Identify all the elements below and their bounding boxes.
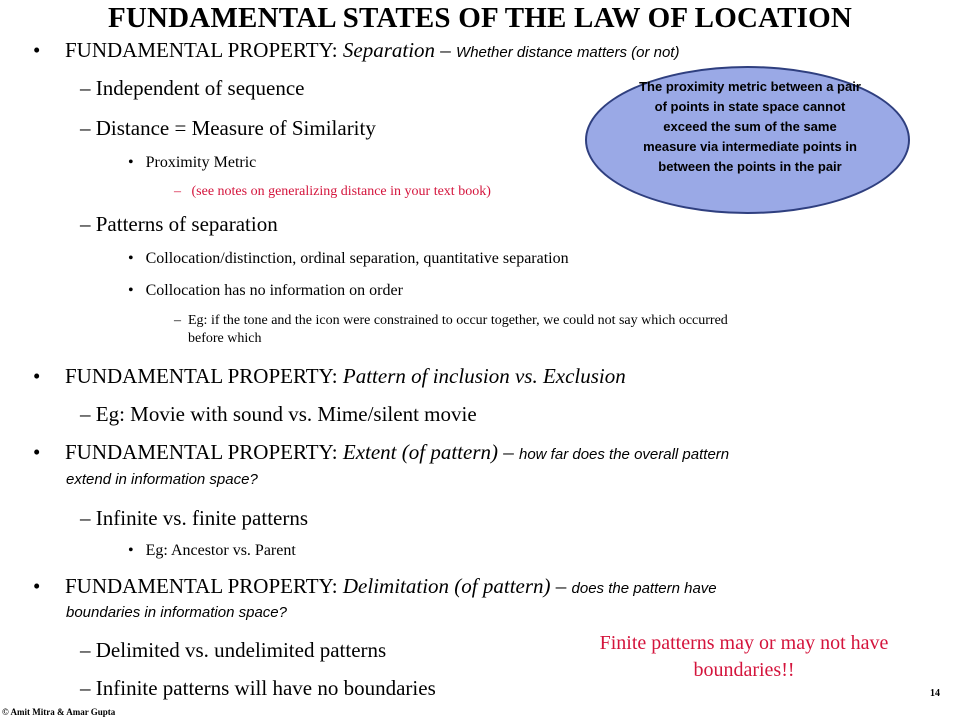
- item-collocation-order: [128, 282, 403, 300]
- dash: –: [80, 638, 91, 662]
- dash: –: [80, 76, 91, 100]
- item-text: Proximity Metric: [145, 154, 257, 171]
- dash: –: [80, 116, 91, 140]
- callout-text: The proximity metric between a pair of points in state space cannot exceed the sum of the same measure via intermediate points in between the points in the pair: [639, 79, 861, 174]
- item-text: Collocation/distinction, ordinal separation, quantitative separation: [145, 250, 569, 267]
- property-name: Extent (of pattern): [342, 440, 498, 464]
- extent-line: [65, 440, 729, 465]
- note-generalizing-distance: [174, 184, 491, 200]
- slide-title: FUNDAMENTAL STATES OF THE LAW OF LOCATION: [107, 2, 853, 34]
- dash: –: [435, 38, 451, 62]
- subitem-text: Distance = Measure of Similarity: [95, 116, 376, 140]
- bullet-dot: •: [33, 364, 41, 388]
- subitem-text: Delimited vs. undelimited patterns: [95, 638, 387, 662]
- bullet-dot: •: [33, 38, 41, 62]
- property-description: does the pattern have: [571, 580, 717, 597]
- subitem-text: Eg: Movie with sound vs. Mime/silent movie: [95, 402, 477, 426]
- bullet-inclusion: [33, 364, 40, 389]
- note-tone-icon: [174, 313, 728, 329]
- dash: –: [80, 402, 91, 426]
- dash: –: [550, 574, 567, 598]
- item-text: Collocation has no information on order: [145, 282, 403, 299]
- bullet-dot: •: [128, 542, 134, 559]
- bullet-dot: •: [33, 574, 41, 598]
- bullet-separation: [33, 38, 40, 63]
- subitem-text: Infinite patterns will have no boundaries: [95, 676, 436, 700]
- extent-desc-cont: extend in information space?: [66, 471, 258, 488]
- property-label: FUNDAMENTAL PROPERTY:: [65, 364, 338, 388]
- delimitation-line: [65, 574, 717, 599]
- subitem-infinite-finite: [80, 506, 308, 531]
- bullet-dot: •: [33, 440, 41, 464]
- property-label: FUNDAMENTAL PROPERTY:: [65, 574, 338, 598]
- bullet-dot: •: [128, 282, 134, 299]
- dash: –: [80, 506, 91, 530]
- inclusion-line: [65, 364, 626, 389]
- dash: –: [498, 440, 514, 464]
- separation-line: [65, 38, 679, 63]
- dash: –: [174, 313, 181, 328]
- item-collocation-distinction: [128, 250, 569, 268]
- property-name: Pattern of inclusion vs. Exclusion: [342, 364, 626, 388]
- property-label: FUNDAMENTAL PROPERTY:: [65, 440, 338, 464]
- note-tone-icon-cont: before which: [188, 331, 262, 346]
- item-proximity-metric: [128, 154, 256, 172]
- property-description: how far does the overall pattern: [519, 446, 730, 463]
- delimitation-desc-cont: boundaries in information space?: [66, 604, 287, 621]
- copyright: © Amit Mitra & Amar Gupta: [2, 707, 116, 717]
- property-name: Delimitation (of pattern): [342, 574, 551, 598]
- dash: –: [174, 184, 181, 199]
- subitem-text: Independent of sequence: [95, 76, 305, 100]
- item-text: Eg: Ancestor vs. Parent: [145, 542, 296, 559]
- note-text: Eg: if the tone and the icon were constrained to occur together, we could not say which occurred: [188, 313, 728, 328]
- property-description: Whether distance matters (or not): [456, 44, 680, 61]
- finite-patterns-note: Finite patterns may or may not have boundaries!!: [599, 632, 889, 681]
- subitem-delimited: [80, 638, 386, 663]
- item-ancestor-parent: [128, 542, 296, 560]
- property-name: Separation: [342, 38, 436, 62]
- subitem-infinite-boundaries: [80, 676, 436, 701]
- dash: –: [80, 212, 91, 236]
- bullet-dot: •: [128, 154, 134, 171]
- subitem-text: Patterns of separation: [95, 212, 278, 236]
- property-label: FUNDAMENTAL PROPERTY:: [65, 38, 338, 62]
- subitem-distance: [80, 116, 376, 141]
- note-text: (see notes on generalizing distance in your text book): [191, 184, 491, 199]
- dash: –: [80, 676, 91, 700]
- subitem-text: Infinite vs. finite patterns: [95, 506, 309, 530]
- subitem-independent: [80, 76, 305, 101]
- bullet-extent: [33, 440, 40, 465]
- subitem-movie: [80, 402, 477, 427]
- subitem-patterns-separation: [80, 212, 278, 237]
- bullet-delimitation: [33, 574, 40, 599]
- page-number: 14: [930, 688, 940, 699]
- bullet-dot: •: [128, 250, 134, 267]
